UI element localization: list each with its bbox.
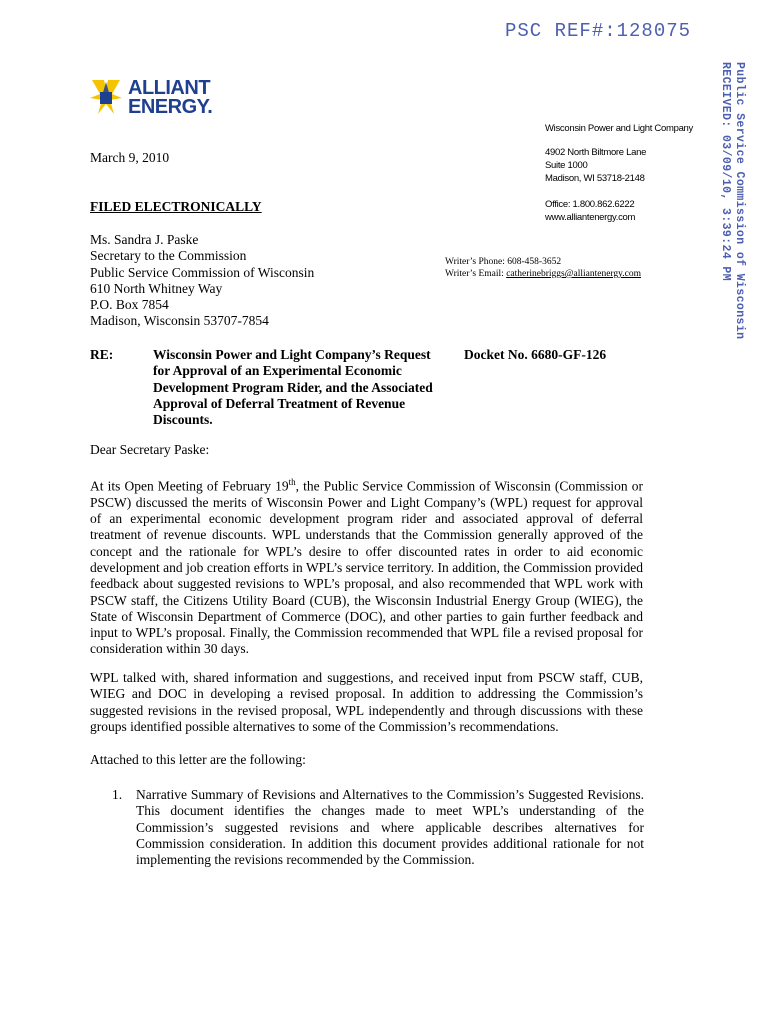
filed-electronically: FILED ELECTRONICALLY (90, 199, 262, 214)
re-subject-line: Development Program Rider, and the Associated (153, 379, 433, 395)
re-subject-line: Discounts. (153, 412, 213, 428)
docket-number: Docket No. 6680-GF-126 (464, 347, 607, 362)
body-paragraph-2: WPL talked with, shared information and suggestions, and received input from PSCW staff, CUB, WIEG and DOC in developing a revised proposal. In addition to addressing the Commission’s suggested revisions in the revised proposal, WPL independently and through discussions with these groups identified possible alternatives to some of the Commission’s recommendations. (90, 670, 643, 734)
para1-start: At its Open Meeting of February 19 (90, 478, 289, 494)
alliant-energy-logo (88, 78, 218, 118)
stamp-commission-line: Public Service Commission of Wisconsin (733, 62, 746, 340)
recipient-line: Madison, Wisconsin 53707-7854 (90, 313, 269, 329)
re-subject-line: for Approval of an Experimental Economic (153, 363, 402, 379)
writer-contact (445, 256, 641, 280)
re-subject (153, 347, 463, 428)
sender-website: www.alliantenergy.com (545, 212, 636, 223)
list-item-number: 1. (112, 787, 123, 802)
letter-date: March 9, 2010 (90, 150, 170, 165)
writer-email-link[interactable]: catherinebriggs@alliantenergy.com (506, 269, 642, 279)
writer-email-line (445, 268, 641, 280)
sender-address-line: Suite 1000 (545, 160, 588, 171)
recipient-line: 610 North Whitney Way (90, 280, 223, 296)
para1-superscript: th (288, 477, 296, 487)
para1-rest: , the Public Service Commission of Wisconsin (Commission or PSCW) discussed the merits of Wisconsin Power and Light Company’s (WPL) request for approval of an experimental economic development program rider and associated approval of deferral treatment of revenue discounts. WPL understands that the Commission generally approved of the concept and the rationale for WPL’s desire to offer discounted rates in order to aid economic development and job creation efforts in WPL’s service territory. In addition, the Commission provided feedback about suggested revisions to WPL’s proposal, and also recommended that WPL work with PSCW staff, the Citizens Utility Board (CUB), the Wisconsin Industrial Energy Group (WIEG), the State of Wisconsin Department of Commerce (DOC), and other parties to gain further feedback and input to WPL’s proposal. Finally, the Commission recommended that WPL file a revised proposal for consideration within 30 days. (90, 478, 644, 657)
body-paragraph-1 (90, 474, 643, 658)
sender-address-line: 4902 North Biltmore Lane (545, 147, 647, 158)
body-paragraph-3: Attached to this letter are the following: (90, 752, 306, 767)
recipient-line: Secretary to the Commission (90, 248, 247, 264)
sender-contact (545, 198, 635, 224)
salutation: Dear Secretary Paske: (90, 442, 210, 457)
sender-address (545, 146, 646, 185)
sender-company: Wisconsin Power and Light Company (545, 123, 693, 134)
writer-email-label: Writer’s Email: (445, 269, 507, 279)
sender-address-line: Madison, WI 53718-2148 (545, 173, 645, 184)
recipient-line: Ms. Sandra J. Paske (90, 232, 199, 247)
re-label: RE: (90, 347, 114, 362)
logo-line-alliant: ALLIANT (128, 77, 211, 99)
list-item-text: Narrative Summary of Revisions and Alternatives to the Commission’s Suggested Revisions. This document identifies the changes made to meet WPL’s understanding of the Commission’s suggested revisions and where applicable describes alternatives for Commission consideration. In addition this document provides additional rationale for not implementing the revisions recommended by the Commission. (136, 787, 644, 868)
psc-reference-number: PSC REF#:128075 (505, 20, 692, 42)
stamp-received-line: RECEIVED: 03/09/10, 3:39:24 PM (719, 62, 732, 282)
star-icon (88, 78, 124, 116)
received-stamp (718, 62, 746, 339)
writer-phone: Writer’s Phone: 608-458-3652 (445, 257, 562, 267)
recipient-line: Public Service Commission of Wisconsin (90, 264, 315, 280)
re-subject-line: Wisconsin Power and Light Company’s Request (153, 347, 431, 362)
logo-line-energy: ENERGY. (128, 96, 213, 118)
recipient-line: P.O. Box 7854 (90, 297, 169, 313)
list-item (112, 787, 644, 868)
recipient-address (90, 232, 314, 330)
re-subject-line: Approval of Deferral Treatment of Revenue (153, 395, 406, 411)
sender-office-phone: Office: 1.800.862.6222 (545, 199, 635, 210)
